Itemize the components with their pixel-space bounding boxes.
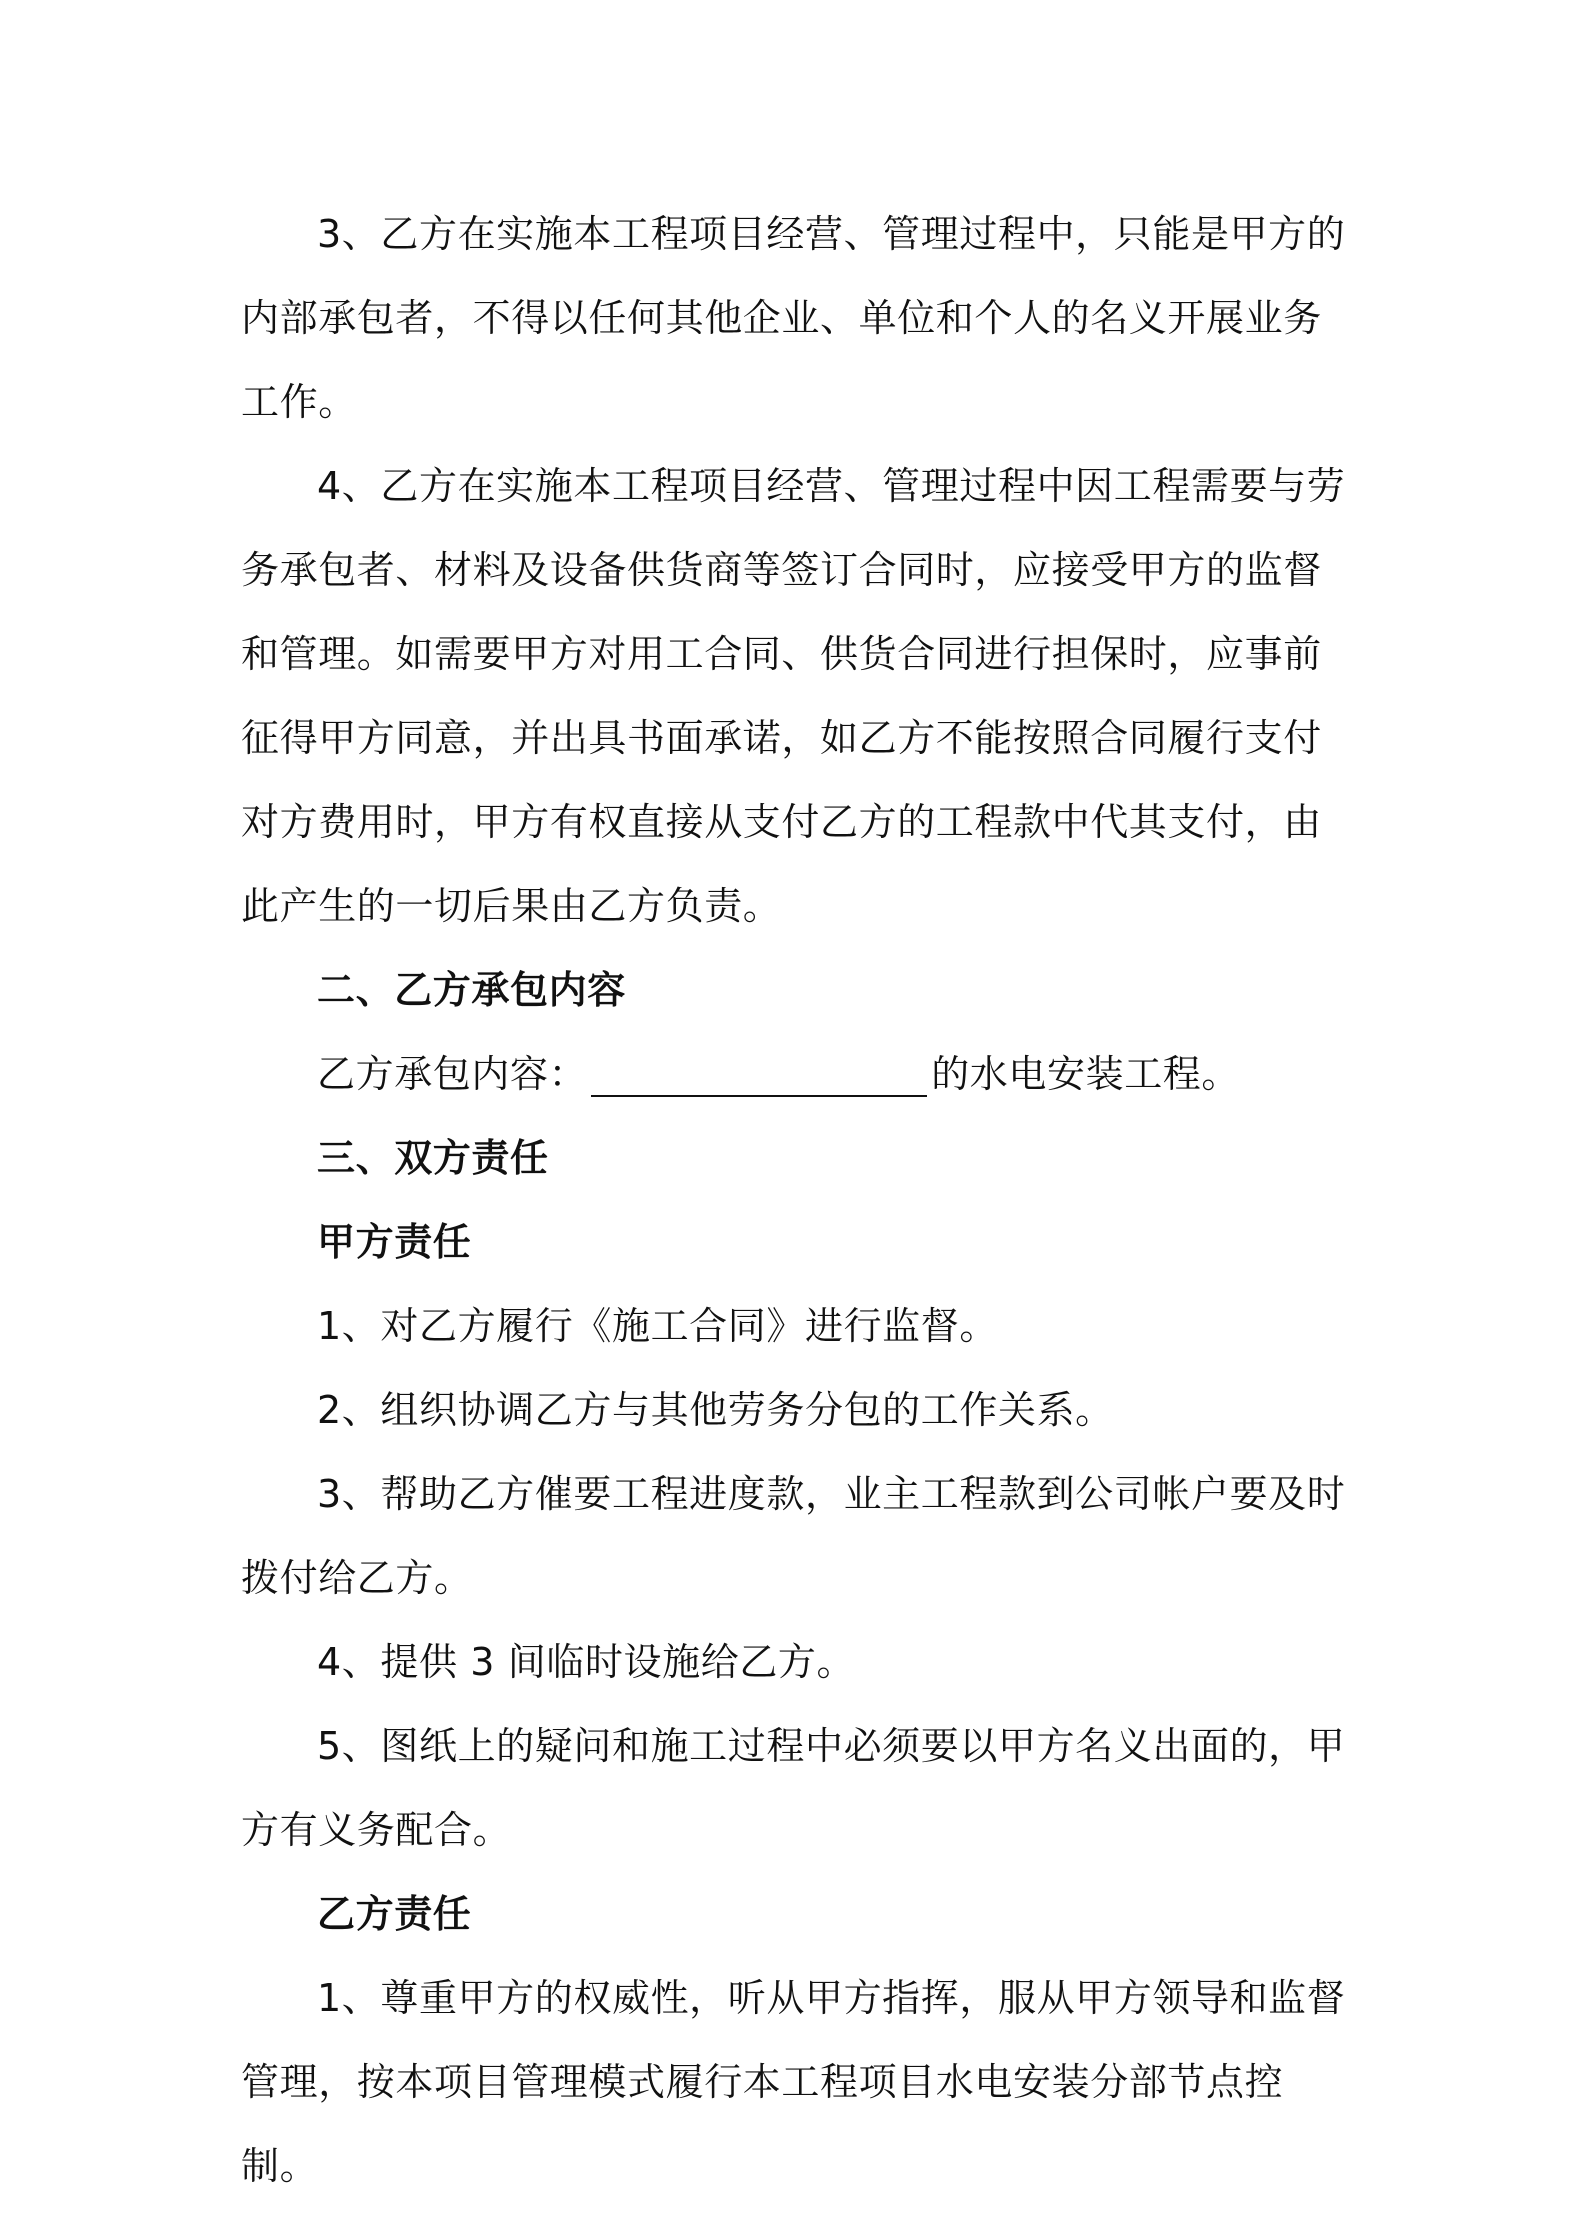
section-heading-2: 二、乙方承包内容 <box>317 968 626 1012</box>
party-a-item-3: 3、帮助乙方催要工程进度款，业主工程款到公司帐户要及时拨付给乙方。 <box>241 1472 1346 1600</box>
party-a-item-5: 5、图纸上的疑问和施工过程中必须要以甲方名义出面的，甲方有义务配合。 <box>241 1724 1346 1852</box>
party-b-item-1: 1、尊重甲方的权威性，听从甲方指挥，服从甲方领导和监督管理，按本项目管理模式履行本工程项目水电安装分部节点控制。 <box>241 1976 1346 2188</box>
party-a-item-1: 1、对乙方履行《施工合同》进行监督。 <box>317 1304 998 1348</box>
scope-fill-blank <box>591 1051 927 1097</box>
scope-suffix: 的水电安装工程。 <box>931 1052 1241 1096</box>
scope-line <box>241 1032 1347 1116</box>
scope-label: 乙方承包内容： <box>317 1052 588 1096</box>
section-heading-3: 三、双方责任 <box>317 1136 549 1180</box>
clause-4: 4、乙方在实施本工程项目经营、管理过程中因工程需要与劳务承包者、材料及设备供货商等签订合同时，应接受甲方的监督和管理。如需要甲方对用工合同、供货合同进行担保时，应事前征得甲方同意，并出具书面承诺，如乙方不能按照合同履行支付对方费用时，甲方有权直接从支付乙方的工程款中代其支付，由此产生的一切后果由乙方负责。 <box>241 464 1346 928</box>
clause-3: 3、乙方在实施本工程项目经营、管理过程中，只能是甲方的内部承包者，不得以任何其他企业、单位和个人的名义开展业务工作。 <box>241 212 1346 424</box>
party-a-item-2: 2、组织协调乙方与其他劳务分包的工作关系。 <box>317 1388 1114 1432</box>
party-a-item-4: 4、提供 3 间临时设施给乙方。 <box>317 1640 856 1684</box>
document-body <box>241 192 1347 2208</box>
party-b-heading: 乙方责任 <box>317 1892 472 1936</box>
party-a-heading: 甲方责任 <box>317 1220 472 1264</box>
